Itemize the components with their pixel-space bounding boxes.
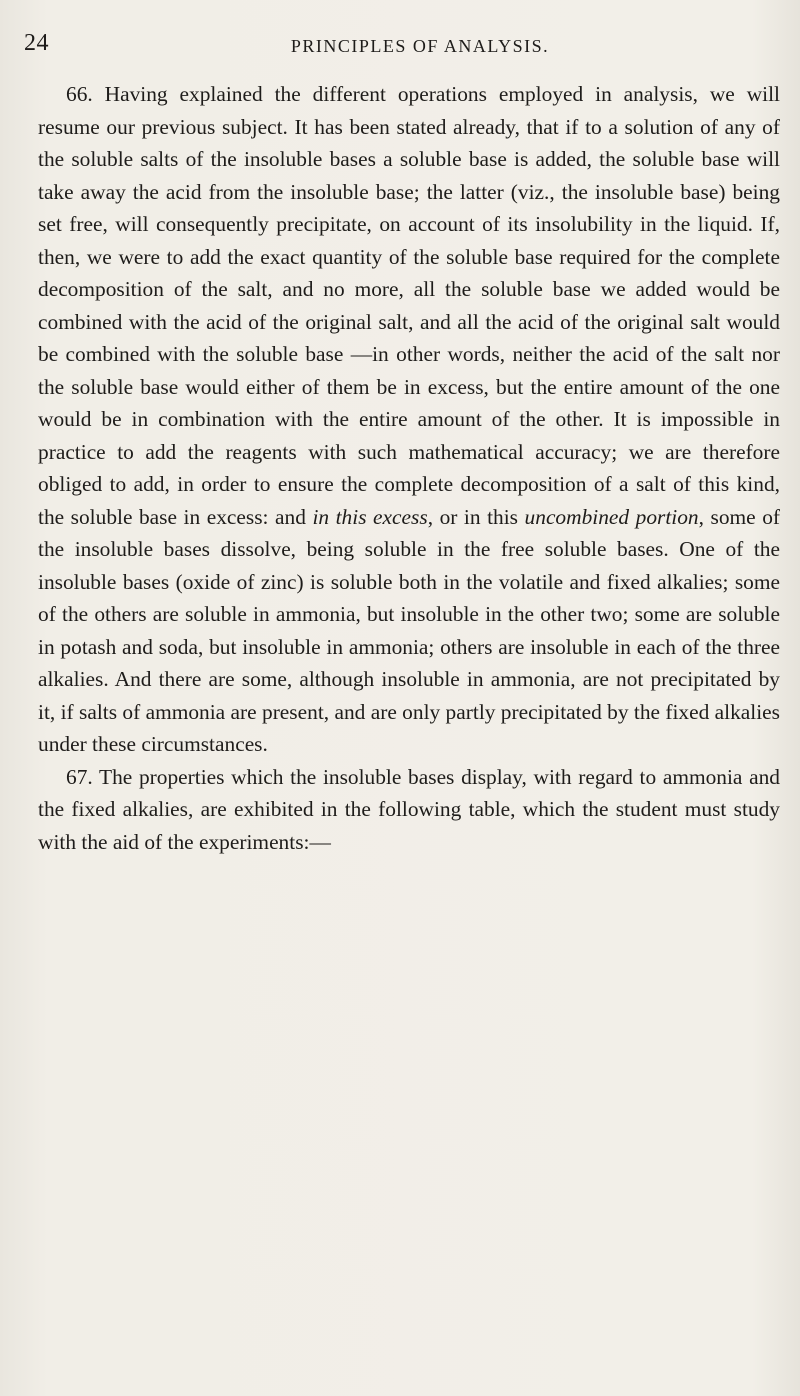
paragraph-66 <box>38 78 780 761</box>
paragraph-66-italic-1: in this excess <box>312 504 428 529</box>
paragraph-66-text-3: , some of the insoluble bases dissolve, being soluble in the free soluble bases. One of the insoluble bases (oxide of zinc) is soluble both in the volatile and fixed alkalies; some of the others are soluble in ammonia, but insoluble in the other two; some are soluble in potash and soda, but insoluble in ammonia; others are insoluble in each of the three alkalies. And there are some, although insoluble in ammonia, are not precipitated by it, if salts of ammonia are present, and are only partly precipitated by the fixed alkalies under these circumstances. <box>38 504 781 756</box>
body-text <box>38 78 780 858</box>
page-header <box>20 30 780 60</box>
paragraph-66-text-2: , or in this <box>427 504 525 529</box>
paragraph-67-text: 67. The properties which the insoluble bases display, with regard to ammonia and the fixed alkalies, are exhibited in the following table, which the student must study with the aid of the experiments:— <box>38 764 780 854</box>
paragraph-66-text-1: 66. Having explained the different operations employed in analysis, we will resume our previous subject. It has been stated already, that if to a solution of any of the soluble salts of the insoluble bases a soluble base is added, the soluble base will take away the acid from the insoluble base; the latter (viz., the insoluble base) being set free, will consequently precipitate, on account of its insolubility in the liquid. If, then, we were to add the exact quantity of the soluble base required for the complete decomposition of the salt, and no more, all the soluble base we added would be combined with the acid of the original salt, and all the acid of the original salt would be combined with the soluble base —in other words, neither the acid of the salt nor the soluble base would either of them be in excess, but the entire amount of the one would be in combination with the entire amount of the other. It is impossible in practice to add the reagents with such mathematical accuracy; we are therefore obliged to add, in order to ensure the complete decomposition of a salt of this kind, the soluble base in excess: and <box>38 82 780 529</box>
running-title: PRINCIPLES OF ANALYSIS. <box>290 36 550 56</box>
paragraph-66-italic-2: uncombined portion <box>524 504 699 529</box>
paragraph-67 <box>38 761 780 859</box>
page-number: 24 <box>24 30 49 56</box>
